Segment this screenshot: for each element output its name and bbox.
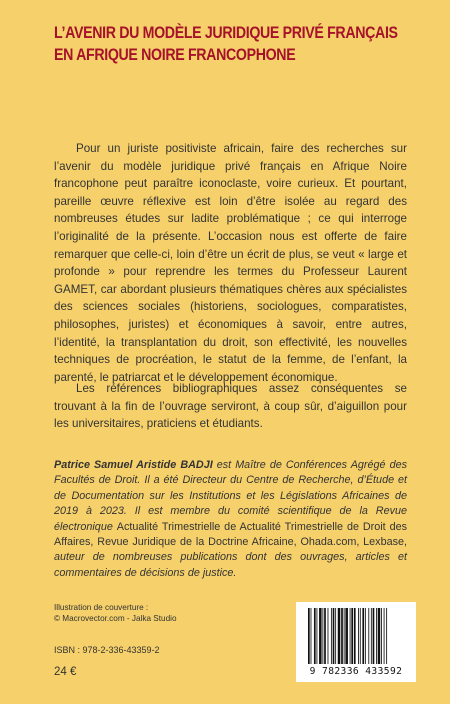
- barcode-bar: [328, 608, 329, 664]
- illustration-credits: [54, 602, 177, 624]
- book-title: [54, 22, 398, 66]
- barcode-bar: [384, 608, 385, 664]
- author-bio: [54, 458, 407, 581]
- barcode-bar: [365, 608, 366, 664]
- barcode-bars: [296, 602, 416, 666]
- barcode-bar: [322, 608, 323, 664]
- barcode-bar: [381, 608, 382, 664]
- barcode-bar: [341, 608, 343, 664]
- author-name: Patrice Samuel Aristide BADJI: [54, 459, 213, 471]
- price-label: 24 €: [54, 666, 77, 678]
- barcode-bar: [376, 608, 377, 664]
- barcode-bar: [344, 608, 345, 664]
- barcode-bar: [335, 608, 336, 664]
- barcode-bar: [317, 608, 318, 664]
- isbn-label: ISBN : 978-2-336-43359-2: [54, 645, 160, 655]
- barcode-bar: [368, 608, 369, 664]
- book-title-line-1: L’AVENIR DU MODÈLE JURIDIQUE PRIVÉ FRANÇAIS: [54, 24, 398, 42]
- barcode-bar: [378, 608, 381, 664]
- author-bio-text-1: est Maître de Conférences Agrégé des Facultés de Droit. Il a été Directeur du Centre de Recherche, d’Étude et de Documentation sur les Institutions et les Législations Africaines de 2019 à 2023. Il est membre du comité scientifique de la Revue électronique: [54, 459, 407, 533]
- barcode-bar: [314, 608, 316, 664]
- barcode-bar: [338, 608, 341, 664]
- barcode-bar: [333, 608, 335, 664]
- barcode-bar: [324, 608, 326, 664]
- barcode-bar: [319, 608, 322, 664]
- barcode-bar: [351, 608, 353, 664]
- barcode-bar: [386, 608, 387, 664]
- barcode-bar: [311, 608, 312, 664]
- barcode-bar: [358, 608, 359, 664]
- barcode-bar: [360, 608, 361, 664]
- barcode-digits: 9 782336 433592: [309, 666, 403, 677]
- author-bio-journals: Actualité Trimestrielle de Actualité Trimestrielle de Droit des Affaires, Revue Juridique de la Doctrine Africaine, Ohada.com, Lexbase,: [54, 520, 407, 549]
- barcode: [296, 602, 416, 682]
- barcode-bar: [308, 608, 310, 664]
- barcode-bar: [350, 608, 351, 664]
- barcode-bar: [373, 608, 375, 664]
- barcode-bar: [331, 608, 332, 664]
- summary-paragraph-1: Pour un juriste positiviste africain, faire des recherches sur l’avenir du modèle juridique privé français en Afrique Noire francophone peut paraître iconoclaste, voire curieux. Et pourtant, pareille œuvre réflexive est loin d’être isolée au regard des nombreuses études sur ladite problématique ; ce qui interroge l’originalité de la présente. L’occasion nous est offerte de faire remarquer que celle-ci, loin d’être un écrit de plus, se veut « large et profonde » pour reprendre les termes du Professeur Laurent GAMET, car abordant plusieurs thématiques chères aux spécialistes des sciences sociales (historiens, sociologues, comparatistes, philosophes, juristes) et économiques à savoir, entre autres, l’identité, la transplantation du droit, son effectivité, les nouvelles techniques de procréation, le statut de la femme, de l’enfant, la parenté, le patriarcat et le développement économique.: [54, 142, 407, 384]
- summary-paragraph-2: Les références bibliographiques assez conséquentes se trouvant à la fin de l’ouvrage serviront, à coup sûr, d’aiguillon pour les universitaires, praticiens et étudiants.: [54, 382, 407, 431]
- barcode-bar: [354, 608, 356, 664]
- credits-line-1: Illustration de couverture :: [54, 603, 149, 612]
- credits-line-2: © Macrovector.com - Jalka Studio: [54, 614, 177, 623]
- book-title-line-2: EN AFRIQUE NOIRE FRANCOPHONE: [54, 46, 296, 64]
- barcode-bar: [345, 608, 348, 664]
- author-bio-text-2: auteur de nombreuses publications dont des ouvrages, articles et commentaires de décisions de justice.: [54, 551, 407, 579]
- barcode-bar: [371, 608, 372, 664]
- barcode-bar: [362, 608, 364, 664]
